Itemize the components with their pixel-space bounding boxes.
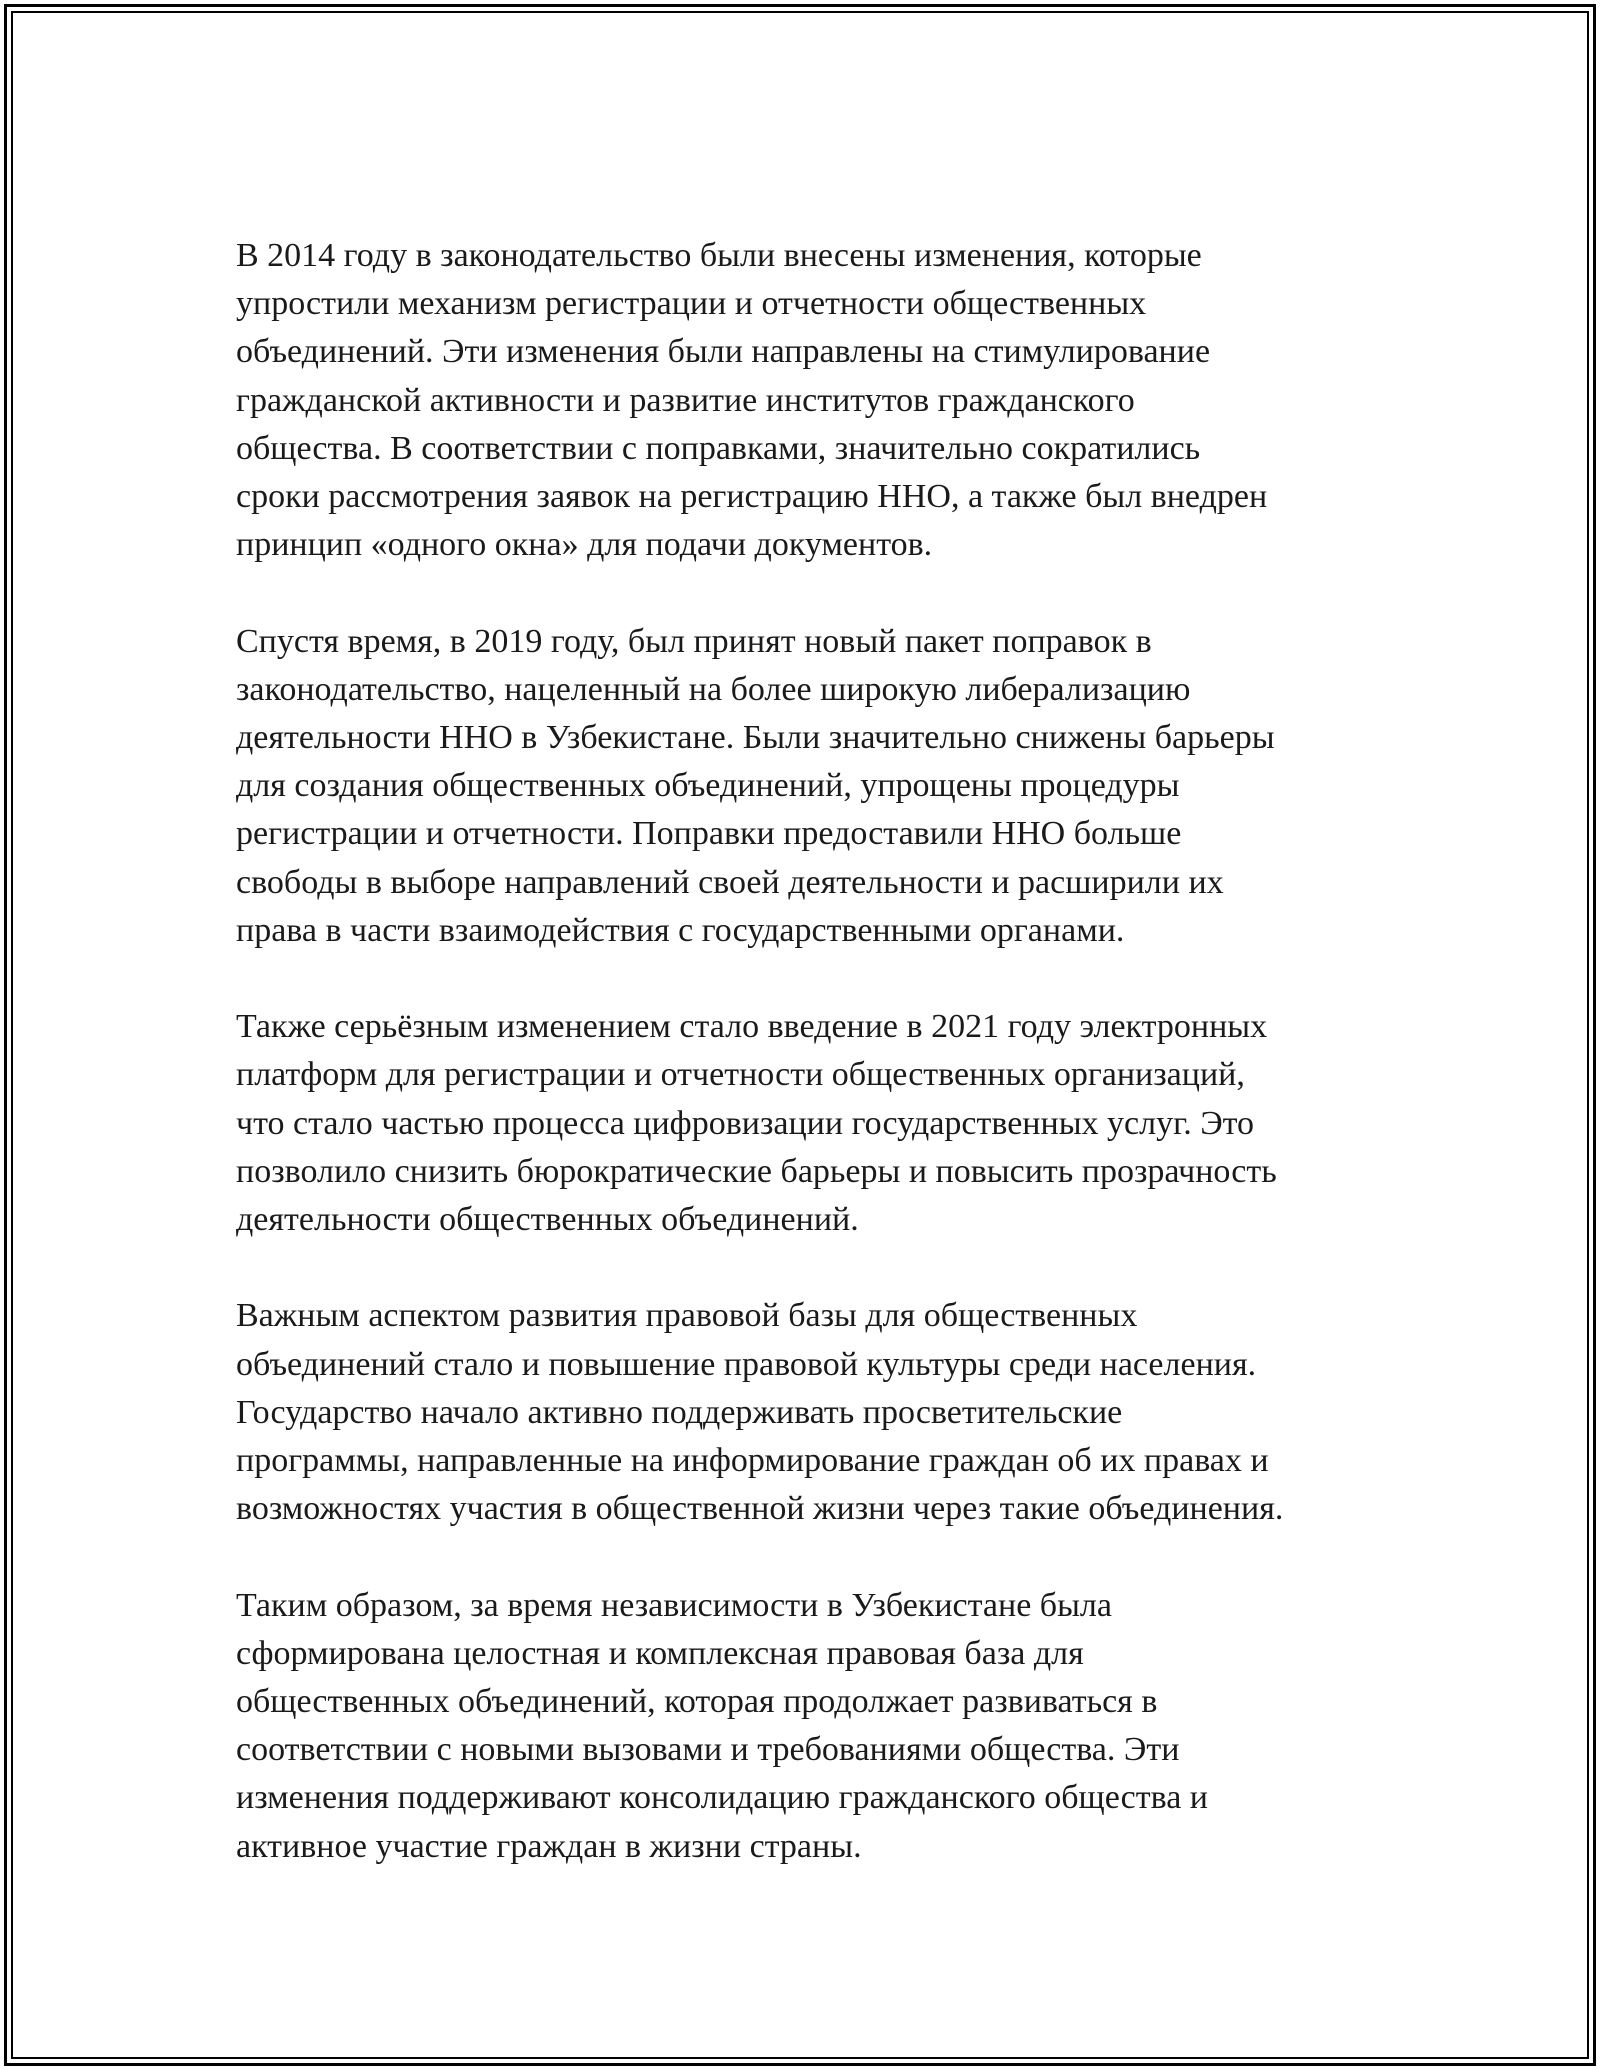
text-line: свободы в выборе направлений своей деятельности и расширили их (236, 863, 1224, 901)
text-line: деятельности ННО в Узбекистане. Были значительно снижены барьеры (236, 719, 1275, 757)
text-line: деятельности общественных объединений. (236, 1201, 859, 1239)
text-line: изменения поддерживают консолидацию гражданского общества и (236, 1779, 1208, 1817)
text-line: Также серьёзным изменением стало введение в 2021 году электронных (236, 1008, 1268, 1046)
text-line: Таким образом, за время независимости в Узбекистане была (236, 1586, 1112, 1624)
document-body (236, 232, 1396, 1919)
text-line: программы, направленные на информирование граждан об их правах и (236, 1442, 1269, 1480)
paragraph-legal-culture (236, 1292, 1396, 1533)
text-line: гражданской активности и развитие институтов гражданского (236, 381, 1135, 419)
text-line: упростили механизм регистрации и отчетности общественных (236, 285, 1147, 323)
paragraph-conclusion (236, 1582, 1396, 1871)
text-line: что стало частью процесса цифровизации государственных услуг. Это (236, 1104, 1255, 1142)
text-line: регистрации и отчетности. Поправки предоставили ННО больше (236, 815, 1182, 853)
text-line: В 2014 году в законодательство были внесены изменения, которые (236, 237, 1202, 274)
paragraph-2014-amendments (236, 232, 1396, 569)
paragraph-2021-e-platforms (236, 1003, 1396, 1244)
text-line: Важным аспектом развития правовой базы для общественных (236, 1297, 1138, 1335)
text-line: соответствии с новыми вызовами и требованиями общества. Эти (236, 1731, 1180, 1769)
text-line: позволило снизить бюрократические барьеры и повысить прозрачность (236, 1152, 1277, 1190)
text-line: Спустя время, в 2019 году, был принят новый пакет поправок в (236, 622, 1152, 660)
text-line: законодательство, нацеленный на более широкую либерализацию (236, 670, 1191, 708)
text-line: платформ для регистрации и отчетности общественных организаций, (236, 1056, 1245, 1094)
paragraph-2019-amendments (236, 618, 1396, 955)
text-line: активное участие граждан в жизни страны. (236, 1827, 862, 1865)
text-line: для создания общественных объединений, упрощены процедуры (236, 767, 1180, 805)
text-line: сроки рассмотрения заявок на регистрацию ННО, а также был внедрен (236, 478, 1268, 516)
text-line: возможностях участия в общественной жизни через такие объединения. (236, 1490, 1284, 1528)
text-line: общества. В соответствии с поправками, значительно сократились (236, 429, 1201, 467)
text-line: принцип «одного окна» для подачи документов. (236, 526, 933, 564)
text-line: объединений. Эти изменения были направлены на стимулирование (236, 333, 1211, 371)
text-line: объединений стало и повышение правовой культуры среди населения. (236, 1345, 1257, 1383)
text-line: сформирована целостная и комплексная правовая база для (236, 1634, 1084, 1672)
text-line: Государство начало активно поддерживать просветительские (236, 1393, 1123, 1431)
text-line: общественных объединений, которая продолжает развиваться в (236, 1683, 1158, 1721)
text-line: права в части взаимодействия с государственными органами. (236, 911, 1125, 949)
